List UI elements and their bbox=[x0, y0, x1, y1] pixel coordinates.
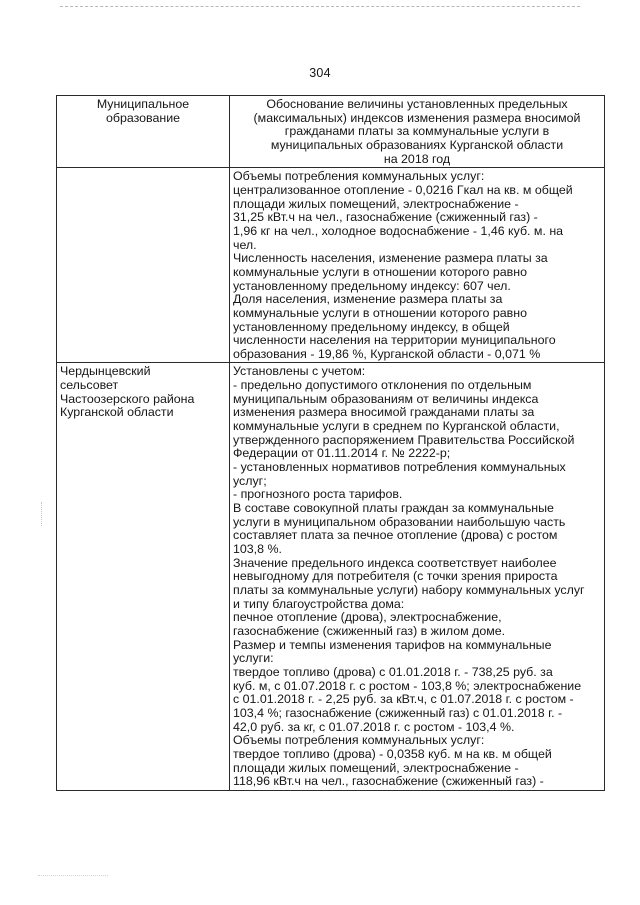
table-row bbox=[57, 363, 605, 790]
text-line: услуги в муниципальном образовании наибольшую часть bbox=[233, 514, 566, 529]
header-municipality-line: образование bbox=[105, 110, 181, 125]
text-line: образования - 19,86 %, Курганской области - 0,071 % bbox=[233, 346, 541, 361]
text-line: твердое топливо (дрова) - 0,0358 куб. м на кв. м общей bbox=[233, 746, 552, 761]
text-line: с 01.01.2018 г. - 2,25 руб. за кВт.ч, с 01.07.2018 г. с ростом - bbox=[233, 692, 574, 707]
text-line: утвержденного распоряжением Правительства Российской bbox=[233, 432, 575, 447]
text-line: чел. bbox=[233, 237, 257, 252]
text-line: 1,96 кг на чел., холодное водоснабжение - 1,46 куб. м. на bbox=[233, 223, 564, 238]
text-line: Доля населения, изменение размера платы за bbox=[233, 292, 503, 307]
text-line: 103,8 %. bbox=[233, 542, 282, 556]
text-line: площади жилых помещений, электроснабжение - bbox=[233, 196, 519, 211]
municipality-line: Частоозерского района bbox=[60, 391, 195, 406]
text-line: твердое топливо (дрова) с 01.01.2018 г. - 738,25 руб. за bbox=[233, 664, 553, 679]
header-municipality-line: Муниципальное bbox=[96, 97, 190, 111]
text-line: Федерации от 01.11.2014 г. № 2222-р; bbox=[233, 446, 451, 461]
header-justification-line: гражданами платы за коммунальные услуги в bbox=[284, 124, 550, 139]
text-line: газоснабжение (сжиженный газ) в жилом доме. bbox=[233, 623, 506, 638]
header-justification-line: на 2018 год bbox=[383, 151, 451, 166]
table-row bbox=[57, 168, 605, 363]
justification-table bbox=[56, 95, 605, 791]
text-line: куб. м, с 01.07.2018 г. с ростом - 103,8 %; электроснабжение bbox=[233, 678, 582, 693]
municipality-line: Курганской области bbox=[60, 405, 174, 420]
header-justification-line: Обоснование величины установленных предельных bbox=[266, 97, 568, 111]
table-header-row bbox=[57, 96, 605, 168]
header-justification-line: (максимальных) индексов изменения размера вносимой bbox=[253, 110, 581, 125]
municipality-cell bbox=[57, 363, 230, 790]
text-line: платы за коммунальные услуги) набору коммунальных услуг bbox=[233, 582, 585, 597]
text-line: коммунальные услуги в среднем по Курганской области, bbox=[233, 419, 560, 434]
text-line: печное отопление (дрова), электроснабжение, bbox=[233, 610, 502, 625]
municipality-line: Чердынцевский bbox=[60, 364, 151, 379]
text-line: площади жилых помещений, электроснабжение - bbox=[233, 760, 519, 775]
text-line: централизованное отопление - 0,0216 Гкал на кв. м общей bbox=[233, 182, 573, 197]
text-line: 42,0 руб. за кг, с 01.07.2018 г. с ростом - 103,4 %. bbox=[233, 719, 515, 734]
page-number: 304 bbox=[309, 66, 331, 80]
text-line: В составе совокупной платы граждан за коммунальные bbox=[233, 501, 554, 516]
text-line: невыгодному для потребителя (с точки зрения прироста bbox=[233, 569, 558, 584]
justification-cell bbox=[230, 363, 605, 790]
text-line: - установленных нормативов потребления коммунальных bbox=[233, 460, 566, 475]
municipality-cell-empty bbox=[57, 168, 230, 363]
text-line: Численность населения, изменение размера платы за bbox=[233, 251, 548, 266]
text-line: 103,4 %; газоснабжение (сжиженный газ) с 01.01.2018 г. - bbox=[233, 705, 563, 720]
justification-cell bbox=[230, 168, 605, 363]
text-line: коммунальные услуги в отношении которого равно bbox=[233, 264, 527, 279]
text-line: установленному предельному индексу, в общей bbox=[233, 319, 510, 334]
text-line: Размер и темпы изменения тарифов на коммунальные bbox=[233, 637, 552, 652]
scan-edge-line bbox=[60, 6, 580, 7]
text-line: Объемы потребления коммунальных услуг: bbox=[233, 733, 485, 748]
header-municipality bbox=[57, 96, 230, 168]
text-line: 31,25 кВт.ч на чел., газоснабжение (сжиженный газ) - bbox=[233, 210, 538, 225]
text-line: численности населения на территории муниципального bbox=[233, 333, 556, 348]
text-line: муниципальным образованиям от величины индекса bbox=[233, 391, 539, 406]
text-line: Объемы потребления коммунальных услуг: bbox=[233, 169, 485, 184]
text-line: коммунальные услуги в отношении которого равно bbox=[233, 305, 527, 320]
text-line: Установлены с учетом: bbox=[233, 364, 366, 379]
text-line: - прогнозного роста тарифов. bbox=[233, 487, 403, 502]
header-justification bbox=[230, 96, 605, 168]
header-justification-line: муниципальных образованиях Курганской области bbox=[270, 137, 564, 152]
text-line: изменения размера вносимой гражданами платы за bbox=[233, 405, 535, 420]
text-line: - предельно допустимого отклонения по отдельным bbox=[233, 378, 532, 393]
scan-bottom-smudge bbox=[38, 875, 108, 876]
text-line: составляет плата за печное отопление (дрова) с ростом bbox=[233, 528, 558, 543]
municipality-line: сельсовет bbox=[60, 378, 119, 393]
text-line: услуг; bbox=[233, 473, 267, 488]
text-line: услуги: bbox=[233, 651, 274, 666]
text-line: 118,96 кВт.ч на чел., газоснабжение (сжиженный газ) - bbox=[233, 774, 544, 789]
scan-fold-mark bbox=[41, 502, 48, 526]
text-line: установленному предельному индексу: 607 чел. bbox=[233, 278, 511, 293]
text-line: и типу благоустройства дома: bbox=[233, 596, 405, 611]
text-line: Значение предельного индекса соответствует наиболее bbox=[233, 555, 557, 570]
